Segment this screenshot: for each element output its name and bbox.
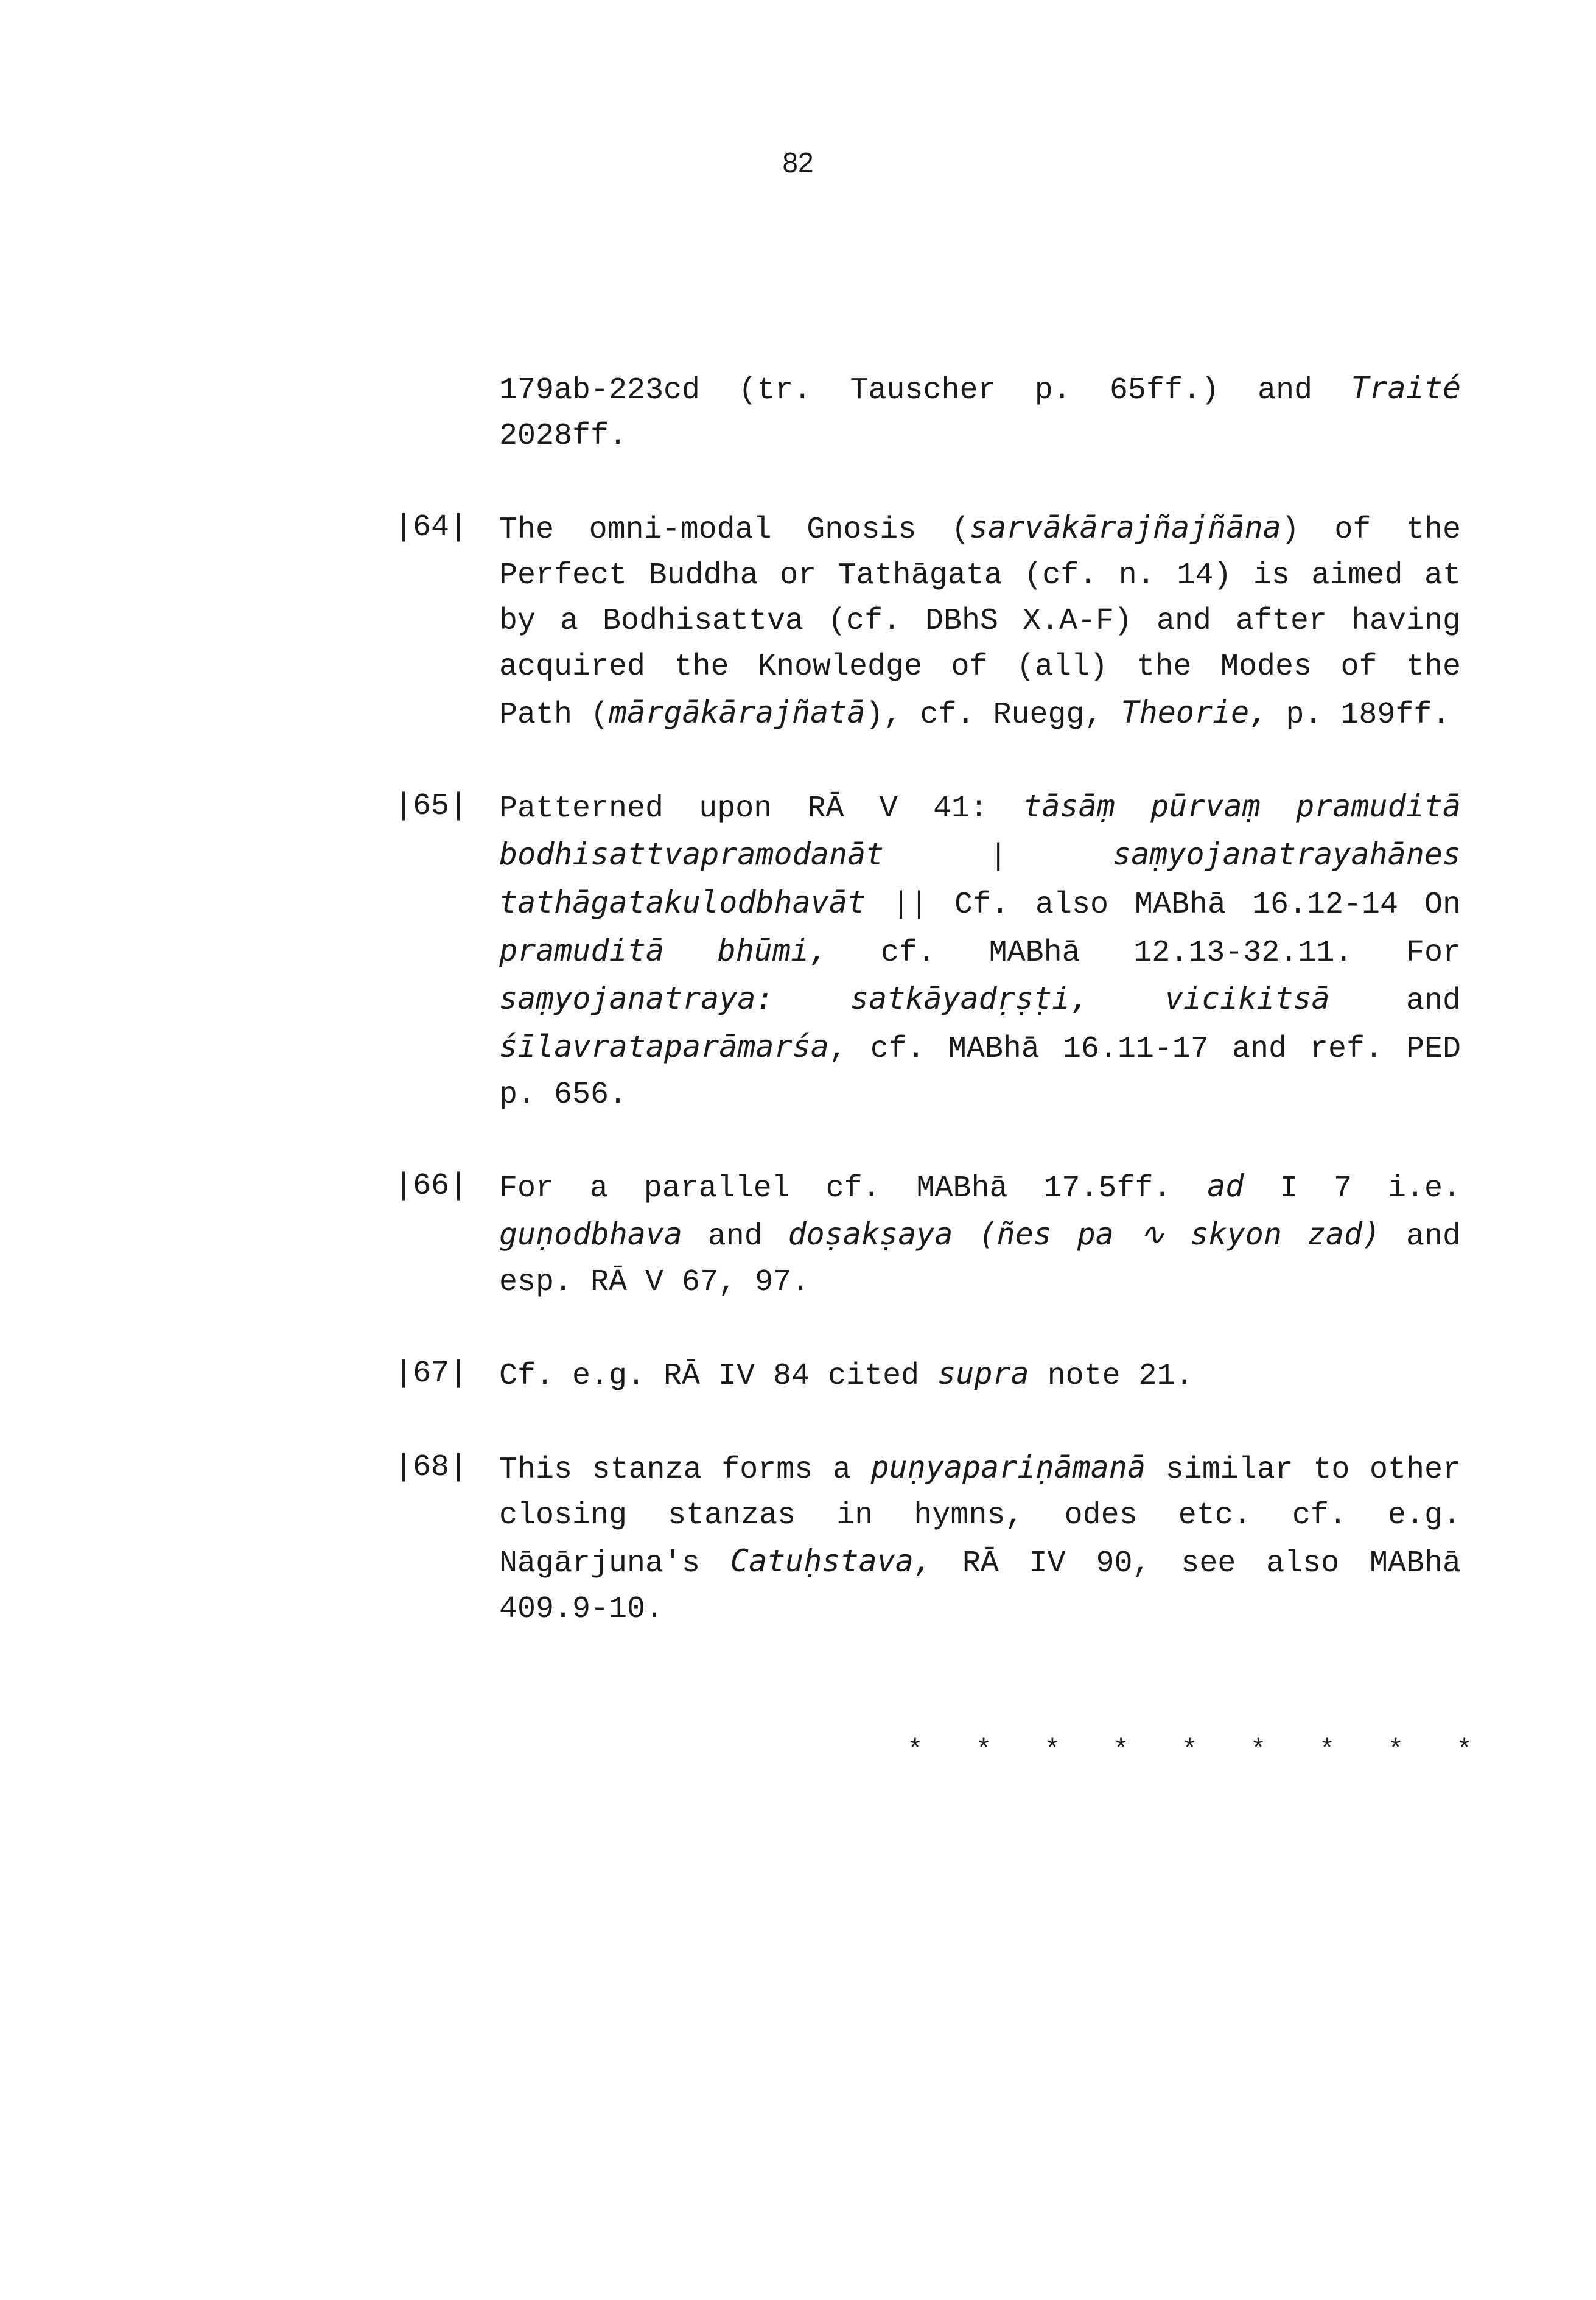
italic-term: Theorie, xyxy=(1121,695,1268,730)
text-run: | xyxy=(884,840,1113,874)
text-run: Patterned upon RĀ V 41: xyxy=(499,791,1024,826)
text-run: The omni-modal Gnosis ( xyxy=(499,513,970,547)
italic-term: Catuḥstava, xyxy=(730,1543,933,1579)
italic-term: supra xyxy=(937,1356,1029,1391)
italic-term: doṣakṣaya (ñes pa ∿ skyon zad) xyxy=(788,1216,1381,1252)
endnote-number: |67| xyxy=(394,1356,468,1391)
endnote-text xyxy=(499,505,1461,738)
endnote-number: |65| xyxy=(394,789,468,824)
text-run: and xyxy=(682,1219,788,1254)
endnote-text xyxy=(499,1351,1461,1399)
text-run: || Cf. also MABhā 16.12-14 On xyxy=(866,888,1461,922)
endnote xyxy=(394,505,1461,738)
text-run: similar to other closing stanzas in hymns, odes etc. cf. e.g. Nāgārjuna's xyxy=(499,1453,1461,1581)
endnote-number: |68| xyxy=(394,1450,468,1485)
endnote-text xyxy=(499,784,1461,1118)
text-run: Cf. e.g. RĀ IV 84 cited xyxy=(499,1359,938,1394)
text-run: ), cf. Ruegg, xyxy=(865,698,1121,732)
italic-term: tāsāṃ pūrvaṃ pramuditā bodhisattvapramodanāt xyxy=(499,788,1461,872)
text-run: note 21. xyxy=(1029,1359,1194,1394)
endnote-text xyxy=(499,1163,1461,1305)
italic-term: pramuditā bhūmi, xyxy=(499,933,828,968)
text-run: and esp. RĀ V 67, 97. xyxy=(499,1219,1461,1300)
text-run: This stanza forms a xyxy=(499,1453,871,1487)
endnote-text xyxy=(499,1445,1461,1632)
italic-term: saṃyojanatrayahānes tathāgatakulodbhavāt xyxy=(499,836,1461,920)
endnote xyxy=(499,365,1461,459)
italic-term: saṃyojanatraya: satkāyadṛṣṭi, vicikitsā xyxy=(499,981,1330,1016)
italic-term: śīlavrataparāmarśa xyxy=(499,1029,829,1064)
text-run: ) of the Perfect Buddha or Tathāgata (cf. n. 14) is aimed at by a Bodhisattva (cf. DBhS X.A-F) and after having acquired the Knowledge of (all) the Modes of the Path ( xyxy=(499,513,1461,732)
text-run: For a parallel cf. MABhā 17.5ff. xyxy=(499,1171,1208,1206)
text-run: I 7 i.e. xyxy=(1244,1171,1461,1206)
text-run: 179ab-223cd (tr. Tauscher p. 65ff.) and xyxy=(499,373,1351,408)
endnote xyxy=(394,784,1461,1118)
text-run: and xyxy=(1329,984,1461,1019)
endnote-text xyxy=(499,365,1461,459)
italic-term: sarvākārajñajñāna xyxy=(969,510,1281,545)
endnote-number: |64| xyxy=(394,510,468,545)
text-run: p. 189ff. xyxy=(1267,698,1451,732)
italic-term: mārgākārajñatā xyxy=(609,695,866,730)
text-run: , cf. MABhā 16.11-17 and ref. PED p. 656. xyxy=(499,1032,1461,1112)
italic-term: puṇyapariṇāmanā xyxy=(870,1450,1146,1485)
endnote xyxy=(394,1445,1461,1632)
endnotes-list xyxy=(394,365,1461,1678)
endnote-number: |66| xyxy=(394,1169,468,1204)
end-of-section-asterisks: * * * * * * * * * xyxy=(907,1735,1491,1765)
endnote xyxy=(394,1163,1461,1305)
text-run: RĀ IV 90, see also MABhā 409.9-10. xyxy=(499,1546,1461,1627)
endnote xyxy=(394,1351,1461,1399)
italic-term: ad xyxy=(1207,1168,1244,1204)
italic-term: guṇodbhava xyxy=(499,1216,683,1252)
text-run: 2028ff. xyxy=(499,419,628,454)
page-number: 82 xyxy=(782,147,814,178)
text-run: cf. MABhā 12.13-32.11. For xyxy=(827,936,1461,970)
italic-term: Traité xyxy=(1351,370,1461,405)
